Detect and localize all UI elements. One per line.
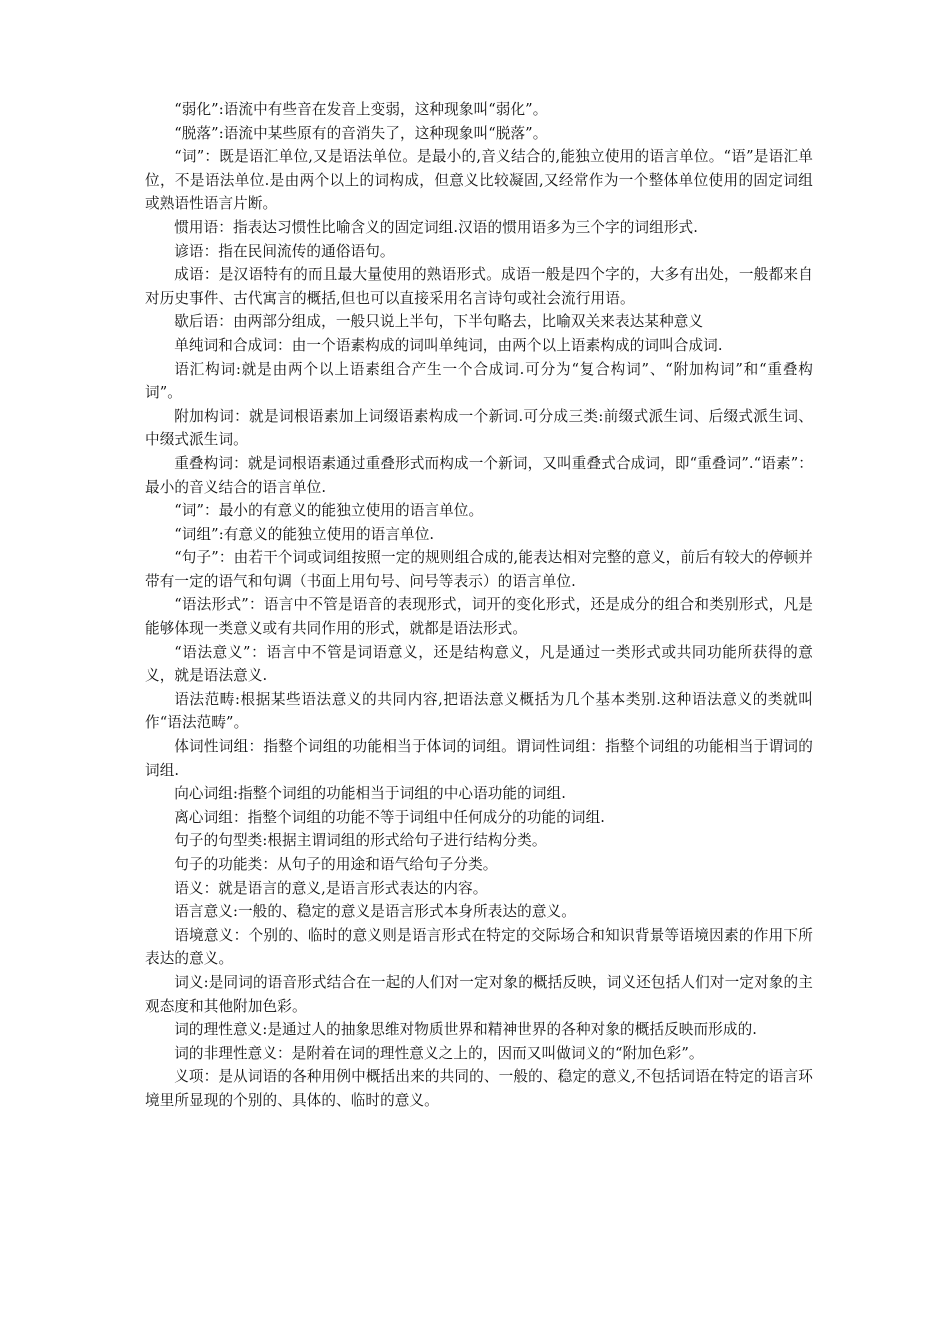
paragraph-simple-compound-words: 单纯词和合成词：由一个语素构成的词叫单纯词，由两个以上语素构成的词叫合成词. xyxy=(174,336,723,354)
paragraph-nominal-verbal-phrases: 体词性词组：指整个词组的功能相当于体词的词组。谓词性词组：指整个词组的功能相当于谓词的词组. xyxy=(145,738,813,779)
paragraph-idiomatic-phrase: 惯用语：指表达习惯性比喻含义的固定词组.汉语的惯用语多为三个字的词组形式. xyxy=(174,218,698,236)
paragraph-semantics: 语义：就是语言的意义,是语言形式表达的内容。 xyxy=(174,879,488,897)
paragraph-chengyu: 成语：是汉语特有的而且最大量使用的熟语形式。成语一般是四个字的，大多有出处，一般都来自对历史事件、古代寓言的概括,但也可以直接采用名言诗句或社会流行用语。 xyxy=(145,266,813,307)
paragraph-grammatical-category: 语法范畴:根据某些语法意义的共同内容,把语法意义概括为几个基本类别.这种语法意义的类就叫作“语法范畴”。 xyxy=(145,690,813,732)
paragraph-endocentric-phrase: 向心词组:指整个词组的功能相当于词组的中心语功能的词组. xyxy=(174,785,566,803)
paragraph-word-and-phrase: “词”：既是语汇单位,又是语法单位。是最小的,音义结合的,能独立使用的语言单位。“语”是语汇单位，不是语法单位.是由两个以上的词构成，但意义比较凝固,又经常作为一个整体单位使用的固定词组或熟语性语言片断。 xyxy=(145,148,813,213)
paragraph-sentence-pattern: 句子的句型类:根据主谓词组的形式给句子进行结构分类。 xyxy=(174,832,547,850)
paragraph-affixation: 附加构词：就是词根语素加上词缀语素构成一个新词.可分成三类:前缀式派生词、后缀式派生词、中缀式派生词。 xyxy=(145,407,813,449)
document-body xyxy=(145,98,813,1113)
paragraph-xiehouyu: 歇后语：由两部分组成，一般只说上半句，下半句略去，比喻双关来表达某种意义 xyxy=(174,313,704,331)
paragraph-reduplication: 重叠构词：就是词根语素通过重叠形式而构成一个新词，又叫重叠式合成词，即“重叠词”.“语素”：最小的音义结合的语言单位. xyxy=(145,454,813,496)
paragraph-contextual-meaning: 语境意义：个别的、临时的意义则是语言形式在特定的交际场合和知识背景等语境因素的作用下所表达的意义。 xyxy=(145,926,813,968)
paragraph-sentence: “句子”：由若干个词或词组按照一定的规则组合成的,能表达相对完整的意义，前后有较大的停顿并带有一定的语气和句调（书面上用句号、问号等表示）的语言单位. xyxy=(145,549,813,590)
paragraph-proverb: 谚语：指在民间流传的通俗语句。 xyxy=(174,242,395,260)
paragraph-rational-meaning: 词的理性意义:是通过人的抽象思维对物质世界和精神世界的各种对象的概括反映而形成的. xyxy=(174,1021,758,1039)
paragraph-sentence-function: 句子的功能类：从句子的用途和语气给句子分类。 xyxy=(174,856,498,873)
paragraph-word-definition: “词”：最小的有意义的能独立使用的语言单位。 xyxy=(174,502,484,520)
paragraph-sense-item: 义项：是从词语的各种用例中概括出来的共同的、一般的、稳定的意义,不包括词语在特定的语言环境里所显现的个别的、具体的、临时的意义。 xyxy=(145,1068,813,1109)
paragraph-weakening: “弱化”:语流中有些音在发音上变弱，这种现象叫“弱化”。 xyxy=(174,101,548,118)
paragraph-phrase-definition: “词组”:有意义的能独立使用的语言单位. xyxy=(174,525,435,543)
paragraph-exocentric-phrase: 离心词组：指整个词组的功能不等于词组中任何成分的功能的词组. xyxy=(174,808,606,826)
paragraph-grammatical-form: “语法形式”：语言中不管是语音的表现形式，词开的变化形式，还是成分的组合和类别形式，凡是能够体现一类意义或有共同作用的形式，就都是语法形式。 xyxy=(145,596,813,638)
paragraph-word-formation: 语汇构词:就是由两个以上语素组合产生一个合成词.可分为“复合构词”、“附加构词”和“重叠构词”。 xyxy=(145,360,813,402)
paragraph-non-rational-meaning: 词的非理性意义：是附着在词的理性意义之上的，因而又叫做词义的“附加色彩”。 xyxy=(174,1044,704,1062)
paragraph-word-meaning: 词义:是同词的语音形式结合在一起的人们对一定对象的概括反映，词义还包括人们对一定对象的主观态度和其他附加色彩。 xyxy=(145,973,813,1015)
paragraph-elision: “脱落”:语流中某些原有的音消失了，这种现象叫“脱落”。 xyxy=(174,124,548,142)
paragraph-grammatical-meaning: “语法意义”：语言中不管是词语意义，还是结构意义，凡是通过一类形式或共同功能所获得的意义，就是语法意义. xyxy=(145,643,813,685)
paragraph-linguistic-meaning: 语言意义:一般的、稳定的意义是语言形式本身所表达的意义。 xyxy=(174,903,576,921)
